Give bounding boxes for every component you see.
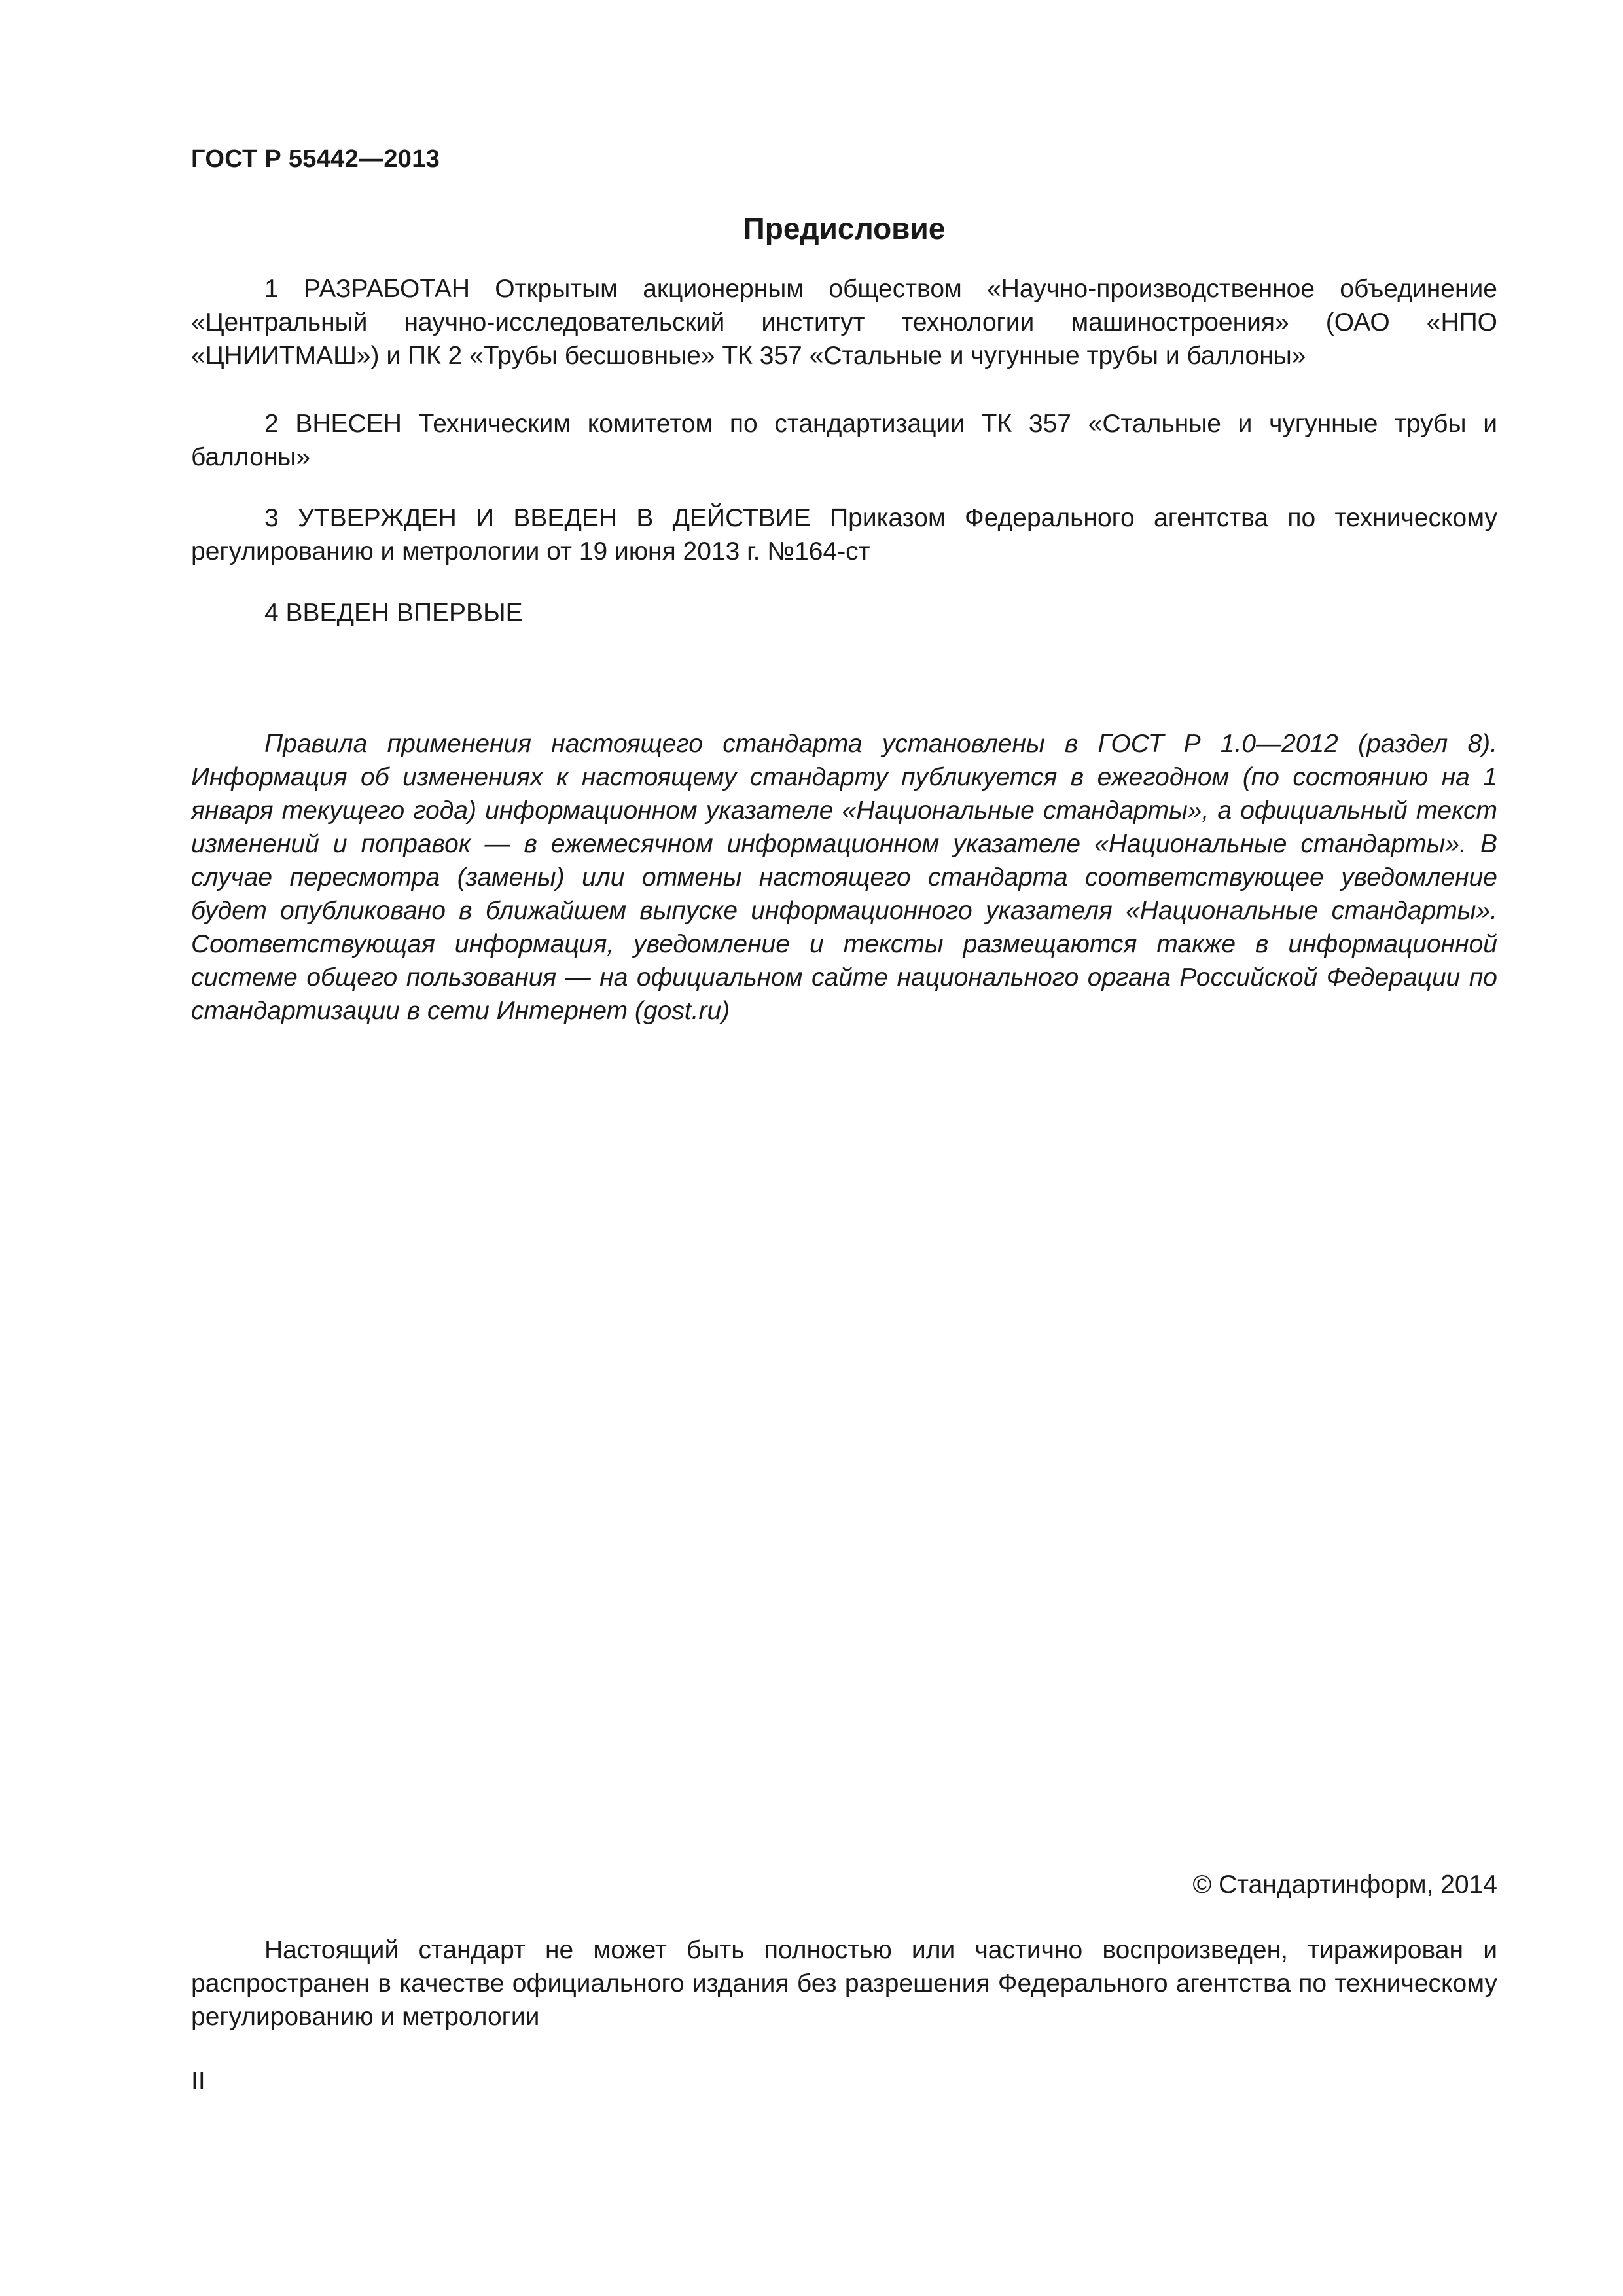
preface-title: Предисловие (743, 211, 946, 245)
page-number: II (191, 2067, 205, 2095)
document-code: ГОСТ Р 55442—2013 (191, 145, 440, 173)
copyright-line: © Стандартинформ, 2014 (1192, 1871, 1497, 1899)
preface-item-introduced: 2 ВНЕСЕН Техническим комитетом по стандартизации ТК 357 «Стальные и чугунные трубы и баллоны» (191, 410, 1497, 471)
preface-item-developed: 1 РАЗРАБОТАН Открытым акционерным обществом «Научно-производственное объединение «Центральный научно-исследовательский институт технологии машиностроения» (ОАО «НПО «ЦНИИТМАШ») и ПК 2 «Трубы бесшовные» ТК 357 «Стальные и чугунные трубы и баллоны» (191, 275, 1497, 370)
preface-item-first-introduced: 4 ВВЕДЕН ВПЕРВЫЕ (264, 599, 523, 627)
application-rules-notice: Правила применения настоящего стандарта установлены в ГОСТ Р 1.0—2012 (раздел 8). Информация об изменениях к настоящему стандарту публикуется в ежегодном (по состоянию на 1 января текущего года) информационном указателе «Национальные стандарты», а официальный текст изменений и поправок — в ежемесячном информационном указателе «Национальные стандарты». В случае пересмотра (замены) или отмены настоящего стандарта соответствующее уведомление будет опубликовано в ближайшем выпуске информационного указателя «Национальные стандарты». Соответствующая информация, уведомление и тексты размещаются также в информационной системе общего пользования — на официальном сайте национального органа Российской Федерации по стандартизации в сети Интернет (gost.ru) (191, 730, 1497, 1025)
reproduction-notice: Настоящий стандарт не может быть полностью или частично воспроизведен, тиражирован и распространен в качестве официального издания без разрешения Федерального агентства по техническому регулированию и метрологии (191, 1936, 1497, 2031)
preface-item-approved: 3 УТВЕРЖДЕН И ВВЕДЕН В ДЕЙСТВИЕ Приказом Федерального агентства по техническому регулированию и метрологии от 19 июня 2013 г. №164-ст (191, 504, 1497, 565)
